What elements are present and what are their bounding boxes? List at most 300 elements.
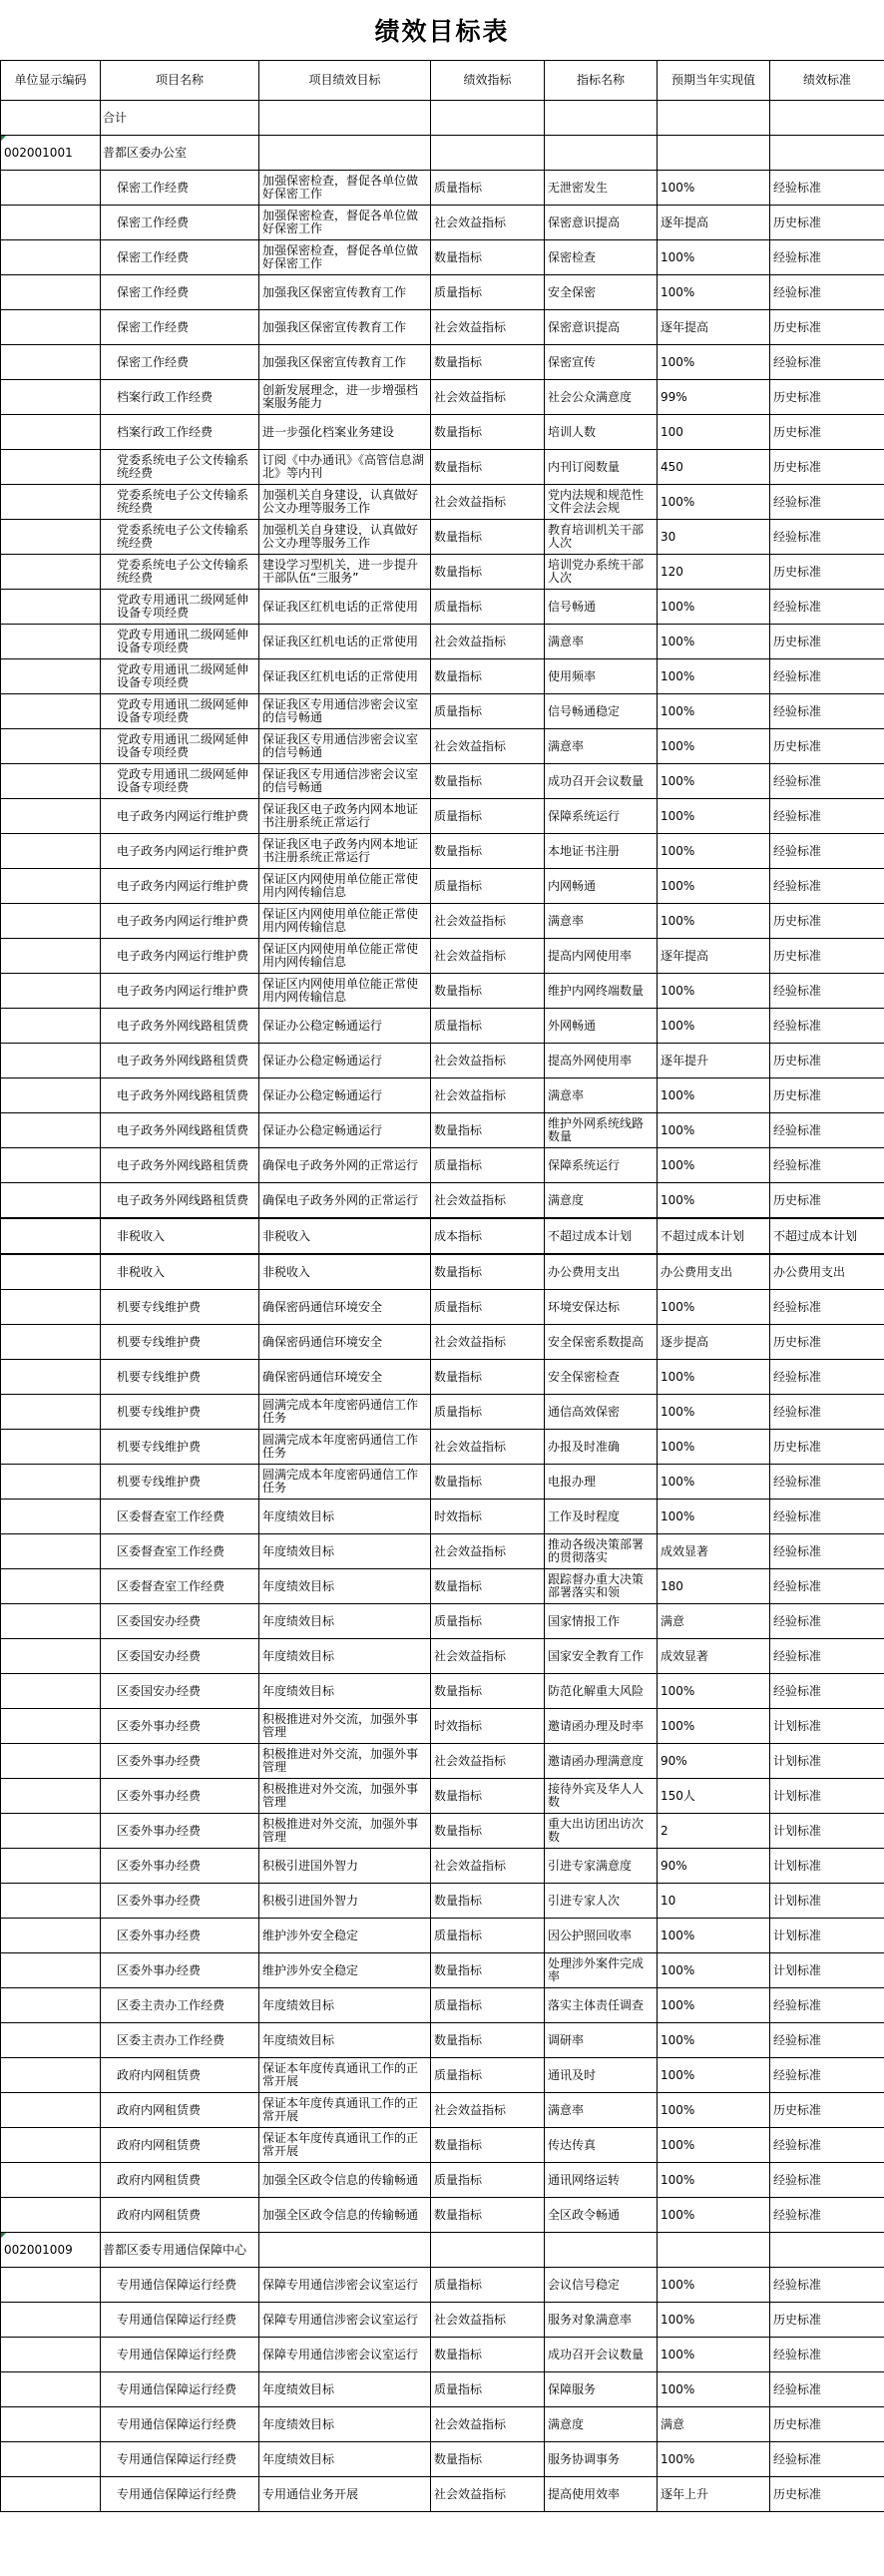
unit-code-cell[interactable]: [1, 2093, 101, 2128]
unit-code-cell[interactable]: [1, 1534, 101, 1569]
performance-goal-cell[interactable]: 积极推进对外交流，加强外事管理: [259, 1814, 431, 1849]
performance-goal-cell[interactable]: 积极引进国外智力: [259, 1884, 431, 1919]
indicator-cell[interactable]: 数量指标: [431, 1360, 545, 1395]
indicator-cell[interactable]: 社会效益指标: [431, 1044, 545, 1078]
indicator-name-cell[interactable]: 满意率: [545, 2093, 658, 2128]
expected-value-cell[interactable]: 100%: [658, 1430, 770, 1465]
performance-goal-cell[interactable]: 保证区内网使用单位能正常使用内网传输信息: [259, 974, 431, 1009]
indicator-name-cell[interactable]: 保障系统运行: [545, 1148, 658, 1183]
header-unit-code[interactable]: 单位显示编码: [1, 61, 101, 101]
project-name-cell[interactable]: 专用通信保障运行经费: [101, 2407, 259, 2442]
indicator-name-cell[interactable]: [545, 101, 658, 136]
unit-code-cell[interactable]: [1, 1639, 101, 1674]
indicator-name-cell[interactable]: 引进专家人次: [545, 1884, 658, 1919]
standard-cell[interactable]: 经验标准: [770, 520, 884, 555]
standard-cell[interactable]: 经验标准: [770, 590, 884, 625]
project-name-cell[interactable]: 普都区委办公室: [101, 136, 259, 171]
performance-goal-cell[interactable]: 积极推进对外交流，加强外事管理: [259, 1779, 431, 1814]
expected-value-cell[interactable]: 逐年提高: [658, 939, 770, 974]
standard-cell[interactable]: 经验标准: [770, 764, 884, 799]
performance-goal-cell[interactable]: 确保密码通信环境安全: [259, 1360, 431, 1395]
unit-code-cell[interactable]: [1, 1849, 101, 1884]
unit-code-cell[interactable]: [1, 171, 101, 206]
performance-goal-cell[interactable]: 加强机关自身建设，认真做好公文办理等服务工作: [259, 520, 431, 555]
project-name-cell[interactable]: 合计: [101, 101, 259, 136]
expected-value-cell[interactable]: 100%: [658, 1360, 770, 1395]
project-name-cell[interactable]: 机要专线维护费: [101, 1325, 259, 1360]
indicator-cell[interactable]: 质量指标: [431, 275, 545, 310]
indicator-cell[interactable]: 数量指标: [431, 2023, 545, 2058]
unit-code-cell[interactable]: [1, 799, 101, 834]
indicator-name-cell[interactable]: 信号畅通: [545, 590, 658, 625]
performance-goal-cell[interactable]: 年度绩效目标: [259, 1500, 431, 1534]
unit-code-cell[interactable]: [1, 2477, 101, 2512]
unit-code-cell[interactable]: [1, 939, 101, 974]
expected-value-cell[interactable]: 100%: [658, 240, 770, 275]
indicator-name-cell[interactable]: 接待外宾及华人人数: [545, 1779, 658, 1814]
project-name-cell[interactable]: 专用通信保障运行经费: [101, 2372, 259, 2407]
performance-goal-cell[interactable]: 保证我区专用通信涉密会议室的信号畅通: [259, 764, 431, 799]
indicator-cell[interactable]: 数量指标: [431, 764, 545, 799]
expected-value-cell[interactable]: 100%: [658, 974, 770, 1009]
standard-cell[interactable]: 历史标准: [770, 2093, 884, 2128]
standard-cell[interactable]: 经验标准: [770, 659, 884, 694]
indicator-name-cell[interactable]: 保障系统运行: [545, 799, 658, 834]
project-name-cell[interactable]: 机要专线维护费: [101, 1430, 259, 1465]
indicator-cell[interactable]: 社会效益指标: [431, 2303, 545, 2338]
indicator-cell[interactable]: 质量指标: [431, 2163, 545, 2198]
performance-goal-cell[interactable]: 加强保密检查，督促各单位做好保密工作: [259, 171, 431, 206]
expected-value-cell[interactable]: 90%: [658, 1849, 770, 1884]
expected-value-cell[interactable]: 100%: [658, 904, 770, 939]
indicator-cell[interactable]: 质量指标: [431, 2268, 545, 2303]
project-name-cell[interactable]: 电子政务外网线路租赁费: [101, 1183, 259, 1219]
standard-cell[interactable]: 经验标准: [770, 2128, 884, 2163]
unit-code-cell[interactable]: [1, 2372, 101, 2407]
performance-goal-cell[interactable]: 年度绩效目标: [259, 1674, 431, 1709]
unit-code-cell[interactable]: [1, 1183, 101, 1219]
unit-code-cell[interactable]: [1, 974, 101, 1009]
indicator-name-cell[interactable]: 本地证书注册: [545, 834, 658, 869]
project-name-cell[interactable]: 机要专线维护费: [101, 1360, 259, 1395]
performance-goal-cell[interactable]: 进一步强化档案业务建设: [259, 415, 431, 450]
expected-value-cell[interactable]: 100%: [658, 834, 770, 869]
unit-code-cell[interactable]: [1, 2303, 101, 2338]
expected-value-cell[interactable]: 100%: [658, 2372, 770, 2407]
performance-goal-cell[interactable]: 保证办公稳定畅通运行: [259, 1078, 431, 1113]
expected-value-cell[interactable]: 100%: [658, 799, 770, 834]
performance-goal-cell[interactable]: 保证我区专用通信涉密会议室的信号畅通: [259, 694, 431, 729]
standard-cell[interactable]: 计划标准: [770, 1779, 884, 1814]
performance-goal-cell[interactable]: 年度绩效目标: [259, 1604, 431, 1639]
expected-value-cell[interactable]: 100%: [658, 1465, 770, 1500]
expected-value-cell[interactable]: 100%: [658, 1078, 770, 1113]
unit-code-cell[interactable]: [1, 1360, 101, 1395]
standard-cell[interactable]: 经验标准: [770, 1148, 884, 1183]
indicator-cell[interactable]: 数量指标: [431, 1113, 545, 1148]
indicator-name-cell[interactable]: 维护内网终端数量: [545, 974, 658, 1009]
project-name-cell[interactable]: 电子政务内网运行维护费: [101, 904, 259, 939]
header-project-name[interactable]: 项目名称: [101, 61, 259, 101]
indicator-cell[interactable]: 数量指标: [431, 2128, 545, 2163]
expected-value-cell[interactable]: 30: [658, 520, 770, 555]
expected-value-cell[interactable]: 100%: [658, 2058, 770, 2093]
standard-cell[interactable]: 历史标准: [770, 206, 884, 240]
indicator-name-cell[interactable]: 跟踪督办重大决策部署落实和领: [545, 1569, 658, 1604]
expected-value-cell[interactable]: 2: [658, 1814, 770, 1849]
indicator-cell[interactable]: 数量指标: [431, 1814, 545, 1849]
unit-code-cell[interactable]: [1, 1395, 101, 1430]
standard-cell[interactable]: 历史标准: [770, 555, 884, 590]
performance-goal-cell[interactable]: 非税收入: [259, 1218, 431, 1254]
indicator-cell[interactable]: 社会效益指标: [431, 2093, 545, 2128]
standard-cell[interactable]: 经验标准: [770, 1360, 884, 1395]
performance-goal-cell[interactable]: 保证办公稳定畅通运行: [259, 1113, 431, 1148]
unit-code-cell[interactable]: [1, 1009, 101, 1044]
expected-value-cell[interactable]: [658, 101, 770, 136]
performance-goal-cell[interactable]: 加强我区保密宣传教育工作: [259, 310, 431, 345]
project-name-cell[interactable]: 党委系统电子公文传输系统经费: [101, 520, 259, 555]
project-name-cell[interactable]: 区委督查室工作经费: [101, 1534, 259, 1569]
performance-goal-cell[interactable]: 保障专用通信涉密会议室运行: [259, 2268, 431, 2303]
project-name-cell[interactable]: 区委国安办经费: [101, 1639, 259, 1674]
project-name-cell[interactable]: 政府内网租赁费: [101, 2058, 259, 2093]
indicator-name-cell[interactable]: 引进专家满意度: [545, 1849, 658, 1884]
indicator-name-cell[interactable]: 邀请函办理满意度: [545, 1744, 658, 1779]
expected-value-cell[interactable]: 100%: [658, 1009, 770, 1044]
standard-cell[interactable]: 经验标准: [770, 2338, 884, 2372]
standard-cell[interactable]: 计划标准: [770, 1953, 884, 1988]
expected-value-cell[interactable]: 逐步提高: [658, 1325, 770, 1360]
performance-goal-cell[interactable]: 保证区内网使用单位能正常使用内网传输信息: [259, 904, 431, 939]
unit-code-cell[interactable]: [1, 206, 101, 240]
unit-code-cell[interactable]: [1, 764, 101, 799]
expected-value-cell[interactable]: 100%: [658, 625, 770, 659]
header-expected-value[interactable]: 预期当年实现值: [658, 61, 770, 101]
expected-value-cell[interactable]: 100%: [658, 590, 770, 625]
project-name-cell[interactable]: 专用通信保障运行经费: [101, 2442, 259, 2477]
unit-code-cell[interactable]: [1, 1044, 101, 1078]
standard-cell[interactable]: 历史标准: [770, 450, 884, 485]
indicator-cell[interactable]: 社会效益指标: [431, 904, 545, 939]
unit-code-cell[interactable]: [1, 1779, 101, 1814]
indicator-name-cell[interactable]: 不超过成本计划: [545, 1218, 658, 1254]
unit-code-cell[interactable]: [1, 694, 101, 729]
project-name-cell[interactable]: 区委外事办经费: [101, 1814, 259, 1849]
project-name-cell[interactable]: 电子政务外网线路租赁费: [101, 1113, 259, 1148]
indicator-name-cell[interactable]: [545, 136, 658, 171]
expected-value-cell[interactable]: 150人: [658, 1779, 770, 1814]
indicator-name-cell[interactable]: [545, 2233, 658, 2268]
expected-value-cell[interactable]: 100%: [658, 659, 770, 694]
expected-value-cell[interactable]: 100%: [658, 729, 770, 764]
indicator-cell[interactable]: 社会效益指标: [431, 1430, 545, 1465]
performance-goal-cell[interactable]: 保证我区专用通信涉密会议室的信号畅通: [259, 729, 431, 764]
performance-goal-cell[interactable]: 保证我区电子政务内网本地证书注册系统正常运行: [259, 834, 431, 869]
indicator-cell[interactable]: 数量指标: [431, 240, 545, 275]
standard-cell[interactable]: [770, 136, 884, 171]
indicator-cell[interactable]: 社会效益指标: [431, 1744, 545, 1779]
indicator-cell[interactable]: [431, 136, 545, 171]
indicator-name-cell[interactable]: 党内法规和规范性文件会法会规: [545, 485, 658, 520]
indicator-cell[interactable]: 社会效益指标: [431, 206, 545, 240]
expected-value-cell[interactable]: 100%: [658, 1113, 770, 1148]
indicator-cell[interactable]: 质量指标: [431, 1395, 545, 1430]
unit-code-cell[interactable]: [1, 659, 101, 694]
standard-cell[interactable]: 办公费用支出: [770, 1254, 884, 1290]
indicator-name-cell[interactable]: 保密意识提高: [545, 206, 658, 240]
project-name-cell[interactable]: 非税收入: [101, 1254, 259, 1290]
performance-goal-cell[interactable]: 保证办公稳定畅通运行: [259, 1009, 431, 1044]
unit-code-cell[interactable]: [1, 1674, 101, 1709]
indicator-cell[interactable]: [431, 101, 545, 136]
project-name-cell[interactable]: 保密工作经费: [101, 345, 259, 380]
expected-value-cell[interactable]: 逐年提高: [658, 310, 770, 345]
project-name-cell[interactable]: 专用通信保障运行经费: [101, 2303, 259, 2338]
indicator-cell[interactable]: 成本指标: [431, 1218, 545, 1254]
unit-code-cell[interactable]: [1, 1325, 101, 1360]
expected-value-cell[interactable]: 120: [658, 555, 770, 590]
unit-code-cell[interactable]: [1, 834, 101, 869]
expected-value-cell[interactable]: 100%: [658, 485, 770, 520]
unit-code-cell[interactable]: [1, 1078, 101, 1113]
unit-code-cell[interactable]: [1, 2268, 101, 2303]
expected-value-cell[interactable]: 不超过成本计划: [658, 1218, 770, 1254]
indicator-name-cell[interactable]: 培训党办系统干部人次: [545, 555, 658, 590]
standard-cell[interactable]: 历史标准: [770, 1078, 884, 1113]
expected-value-cell[interactable]: 100: [658, 415, 770, 450]
performance-goal-cell[interactable]: 加强全区政令信息的传输畅通: [259, 2198, 431, 2233]
performance-goal-cell[interactable]: 圆满完成本年度密码通信工作任务: [259, 1465, 431, 1500]
performance-goal-cell[interactable]: 维护涉外安全稳定: [259, 1919, 431, 1953]
unit-code-cell[interactable]: [1, 485, 101, 520]
performance-goal-cell[interactable]: 创新发展理念，进一步增强档案服务能力: [259, 380, 431, 415]
expected-value-cell[interactable]: 180: [658, 1569, 770, 1604]
expected-value-cell[interactable]: 逐年上升: [658, 2477, 770, 2512]
indicator-name-cell[interactable]: 国家情报工作: [545, 1604, 658, 1639]
indicator-name-cell[interactable]: 处理涉外案件完成率: [545, 1953, 658, 1988]
indicator-name-cell[interactable]: 环境安保达标: [545, 1290, 658, 1325]
expected-value-cell[interactable]: 100%: [658, 171, 770, 206]
indicator-cell[interactable]: 质量指标: [431, 1148, 545, 1183]
indicator-name-cell[interactable]: 安全保密检查: [545, 1360, 658, 1395]
standard-cell[interactable]: 计划标准: [770, 1709, 884, 1744]
indicator-name-cell[interactable]: 保密意识提高: [545, 310, 658, 345]
expected-value-cell[interactable]: 100%: [658, 1709, 770, 1744]
indicator-name-cell[interactable]: 满意度: [545, 1183, 658, 1219]
standard-cell[interactable]: 经验标准: [770, 799, 884, 834]
unit-code-cell[interactable]: [1, 520, 101, 555]
unit-code-cell[interactable]: [1, 904, 101, 939]
indicator-cell[interactable]: 质量指标: [431, 171, 545, 206]
expected-value-cell[interactable]: 100%: [658, 1183, 770, 1219]
expected-value-cell[interactable]: 逐年提高: [658, 206, 770, 240]
unit-code-cell[interactable]: [1, 1953, 101, 1988]
project-name-cell[interactable]: 电子政务内网运行维护费: [101, 939, 259, 974]
performance-goal-cell[interactable]: 年度绩效目标: [259, 1569, 431, 1604]
standard-cell[interactable]: 经验标准: [770, 2198, 884, 2233]
indicator-name-cell[interactable]: 服务对象满意率: [545, 2303, 658, 2338]
indicator-name-cell[interactable]: 电报办理: [545, 1465, 658, 1500]
standard-cell[interactable]: 经验标准: [770, 1639, 884, 1674]
performance-goal-cell[interactable]: 加强机关自身建设，认真做好公文办理等服务工作: [259, 485, 431, 520]
standard-cell[interactable]: 历史标准: [770, 2303, 884, 2338]
project-name-cell[interactable]: 保密工作经费: [101, 206, 259, 240]
standard-cell[interactable]: 经验标准: [770, 2442, 884, 2477]
performance-goal-cell[interactable]: 保证本年度传真通讯工作的正常开展: [259, 2128, 431, 2163]
performance-goal-cell[interactable]: 圆满完成本年度密码通信工作任务: [259, 1395, 431, 1430]
standard-cell[interactable]: 经验标准: [770, 485, 884, 520]
performance-goal-cell[interactable]: 确保密码通信环境安全: [259, 1290, 431, 1325]
standard-cell[interactable]: 经验标准: [770, 1113, 884, 1148]
indicator-name-cell[interactable]: 防范化解重大风险: [545, 1674, 658, 1709]
project-name-cell[interactable]: 区委外事办经费: [101, 1744, 259, 1779]
indicator-name-cell[interactable]: 培训人数: [545, 415, 658, 450]
indicator-name-cell[interactable]: 内网畅通: [545, 869, 658, 904]
standard-cell[interactable]: 计划标准: [770, 1744, 884, 1779]
indicator-cell[interactable]: 社会效益指标: [431, 310, 545, 345]
standard-cell[interactable]: 经验标准: [770, 869, 884, 904]
project-name-cell[interactable]: 党政专用通讯二级网延伸设备专项经费: [101, 694, 259, 729]
indicator-cell[interactable]: 数量指标: [431, 834, 545, 869]
performance-goal-cell[interactable]: 保证区内网使用单位能正常使用内网传输信息: [259, 939, 431, 974]
performance-goal-cell[interactable]: 加强我区保密宣传教育工作: [259, 275, 431, 310]
indicator-name-cell[interactable]: 通讯及时: [545, 2058, 658, 2093]
performance-goal-cell[interactable]: [259, 136, 431, 171]
project-name-cell[interactable]: 区委外事办经费: [101, 1884, 259, 1919]
standard-cell[interactable]: [770, 2233, 884, 2268]
unit-code-cell[interactable]: [1, 1988, 101, 2023]
expected-value-cell[interactable]: 成效显著: [658, 1534, 770, 1569]
unit-code-cell[interactable]: [1, 2198, 101, 2233]
unit-code-cell[interactable]: [1, 1430, 101, 1465]
indicator-cell[interactable]: 质量指标: [431, 1009, 545, 1044]
project-name-cell[interactable]: 党政专用通讯二级网延伸设备专项经费: [101, 729, 259, 764]
performance-goal-cell[interactable]: 保障专用通信涉密会议室运行: [259, 2303, 431, 2338]
project-name-cell[interactable]: 区委主责办工作经费: [101, 2023, 259, 2058]
project-name-cell[interactable]: 专用通信保障运行经费: [101, 2268, 259, 2303]
performance-goal-cell[interactable]: 年度绩效目标: [259, 2372, 431, 2407]
standard-cell[interactable]: 经验标准: [770, 1569, 884, 1604]
project-name-cell[interactable]: 区委外事办经费: [101, 1709, 259, 1744]
indicator-name-cell[interactable]: 信号畅通稳定: [545, 694, 658, 729]
project-name-cell[interactable]: 党委系统电子公文传输系统经费: [101, 485, 259, 520]
project-name-cell[interactable]: 政府内网租赁费: [101, 2128, 259, 2163]
unit-code-cell[interactable]: [1, 2058, 101, 2093]
standard-cell[interactable]: 历史标准: [770, 729, 884, 764]
standard-cell[interactable]: 经验标准: [770, 1604, 884, 1639]
standard-cell[interactable]: 经验标准: [770, 275, 884, 310]
performance-goal-cell[interactable]: 保证本年度传真通讯工作的正常开展: [259, 2058, 431, 2093]
performance-goal-cell[interactable]: 积极推进对外交流，加强外事管理: [259, 1744, 431, 1779]
performance-goal-cell[interactable]: 保证我区电子政务内网本地证书注册系统正常运行: [259, 799, 431, 834]
project-name-cell[interactable]: 保密工作经费: [101, 171, 259, 206]
unit-code-cell[interactable]: [1, 2128, 101, 2163]
indicator-cell[interactable]: 数量指标: [431, 415, 545, 450]
indicator-name-cell[interactable]: 满意率: [545, 904, 658, 939]
standard-cell[interactable]: 经验标准: [770, 2023, 884, 2058]
standard-cell[interactable]: 历史标准: [770, 625, 884, 659]
unit-code-cell[interactable]: [1, 729, 101, 764]
expected-value-cell[interactable]: 办公费用支出: [658, 1254, 770, 1290]
performance-goal-cell[interactable]: 年度绩效目标: [259, 2407, 431, 2442]
header-indicator[interactable]: 绩效指标: [431, 61, 545, 101]
expected-value-cell[interactable]: 90%: [658, 1744, 770, 1779]
performance-goal-cell[interactable]: 专用通信业务开展: [259, 2477, 431, 2512]
expected-value-cell[interactable]: 450: [658, 450, 770, 485]
indicator-name-cell[interactable]: 通信高效保密: [545, 1395, 658, 1430]
standard-cell[interactable]: 经验标准: [770, 2268, 884, 2303]
unit-code-cell[interactable]: [1, 310, 101, 345]
standard-cell[interactable]: 历史标准: [770, 380, 884, 415]
indicator-cell[interactable]: 数量指标: [431, 450, 545, 485]
project-name-cell[interactable]: 政府内网租赁费: [101, 2198, 259, 2233]
expected-value-cell[interactable]: 100%: [658, 2093, 770, 2128]
project-name-cell[interactable]: 机要专线维护费: [101, 1395, 259, 1430]
standard-cell[interactable]: 经验标准: [770, 694, 884, 729]
unit-code-cell[interactable]: [1, 101, 101, 136]
unit-code-cell[interactable]: [1, 1569, 101, 1604]
project-name-cell[interactable]: 专用通信保障运行经费: [101, 2477, 259, 2512]
indicator-name-cell[interactable]: 国家安全教育工作: [545, 1639, 658, 1674]
unit-code-cell[interactable]: [1, 1465, 101, 1500]
indicator-name-cell[interactable]: 传达传真: [545, 2128, 658, 2163]
standard-cell[interactable]: 历史标准: [770, 1325, 884, 1360]
indicator-cell[interactable]: 社会效益指标: [431, 729, 545, 764]
indicator-name-cell[interactable]: 安全保密系数提高: [545, 1325, 658, 1360]
indicator-name-cell[interactable]: 通讯网络运转: [545, 2163, 658, 2198]
expected-value-cell[interactable]: 100%: [658, 2023, 770, 2058]
expected-value-cell[interactable]: 100%: [658, 1500, 770, 1534]
project-name-cell[interactable]: 保密工作经费: [101, 275, 259, 310]
standard-cell[interactable]: 不超过成本计划: [770, 1218, 884, 1254]
indicator-name-cell[interactable]: 重大出访团出访次数: [545, 1814, 658, 1849]
project-name-cell[interactable]: 保密工作经费: [101, 310, 259, 345]
unit-code-cell[interactable]: [1, 1884, 101, 1919]
project-name-cell[interactable]: 区委外事办经费: [101, 1953, 259, 1988]
standard-cell[interactable]: 经验标准: [770, 834, 884, 869]
standard-cell[interactable]: 经验标准: [770, 1395, 884, 1430]
performance-goal-cell[interactable]: 年度绩效目标: [259, 1639, 431, 1674]
performance-goal-cell[interactable]: [259, 101, 431, 136]
performance-goal-cell[interactable]: 保障专用通信涉密会议室运行: [259, 2338, 431, 2372]
performance-goal-cell[interactable]: 保证区内网使用单位能正常使用内网传输信息: [259, 869, 431, 904]
unit-code-cell[interactable]: [1, 2407, 101, 2442]
project-name-cell[interactable]: 非税收入: [101, 1218, 259, 1254]
standard-cell[interactable]: 经验标准: [770, 1465, 884, 1500]
performance-goal-cell[interactable]: 确保电子政务外网的正常运行: [259, 1148, 431, 1183]
indicator-cell[interactable]: 数量指标: [431, 1254, 545, 1290]
standard-cell[interactable]: 经验标准: [770, 1290, 884, 1325]
indicator-name-cell[interactable]: 因公护照回收率: [545, 1919, 658, 1953]
expected-value-cell[interactable]: 满意: [658, 2407, 770, 2442]
performance-goal-cell[interactable]: 建设学习型机关，进一步提升干部队伍“三服务”: [259, 555, 431, 590]
standard-cell[interactable]: 经验标准: [770, 1534, 884, 1569]
project-name-cell[interactable]: 电子政务内网运行维护费: [101, 869, 259, 904]
expected-value-cell[interactable]: 100%: [658, 2128, 770, 2163]
unit-code-cell[interactable]: [1, 275, 101, 310]
indicator-cell[interactable]: 质量指标: [431, 2058, 545, 2093]
unit-code-cell[interactable]: 002001009: [1, 2233, 101, 2268]
indicator-name-cell[interactable]: 满意率: [545, 1078, 658, 1113]
expected-value-cell[interactable]: 99%: [658, 380, 770, 415]
indicator-name-cell[interactable]: 内刊订阅数量: [545, 450, 658, 485]
indicator-cell[interactable]: 时效指标: [431, 1709, 545, 1744]
project-name-cell[interactable]: 电子政务外网线路租赁费: [101, 1148, 259, 1183]
expected-value-cell[interactable]: 100%: [658, 275, 770, 310]
standard-cell[interactable]: 历史标准: [770, 310, 884, 345]
unit-code-cell[interactable]: [1, 380, 101, 415]
